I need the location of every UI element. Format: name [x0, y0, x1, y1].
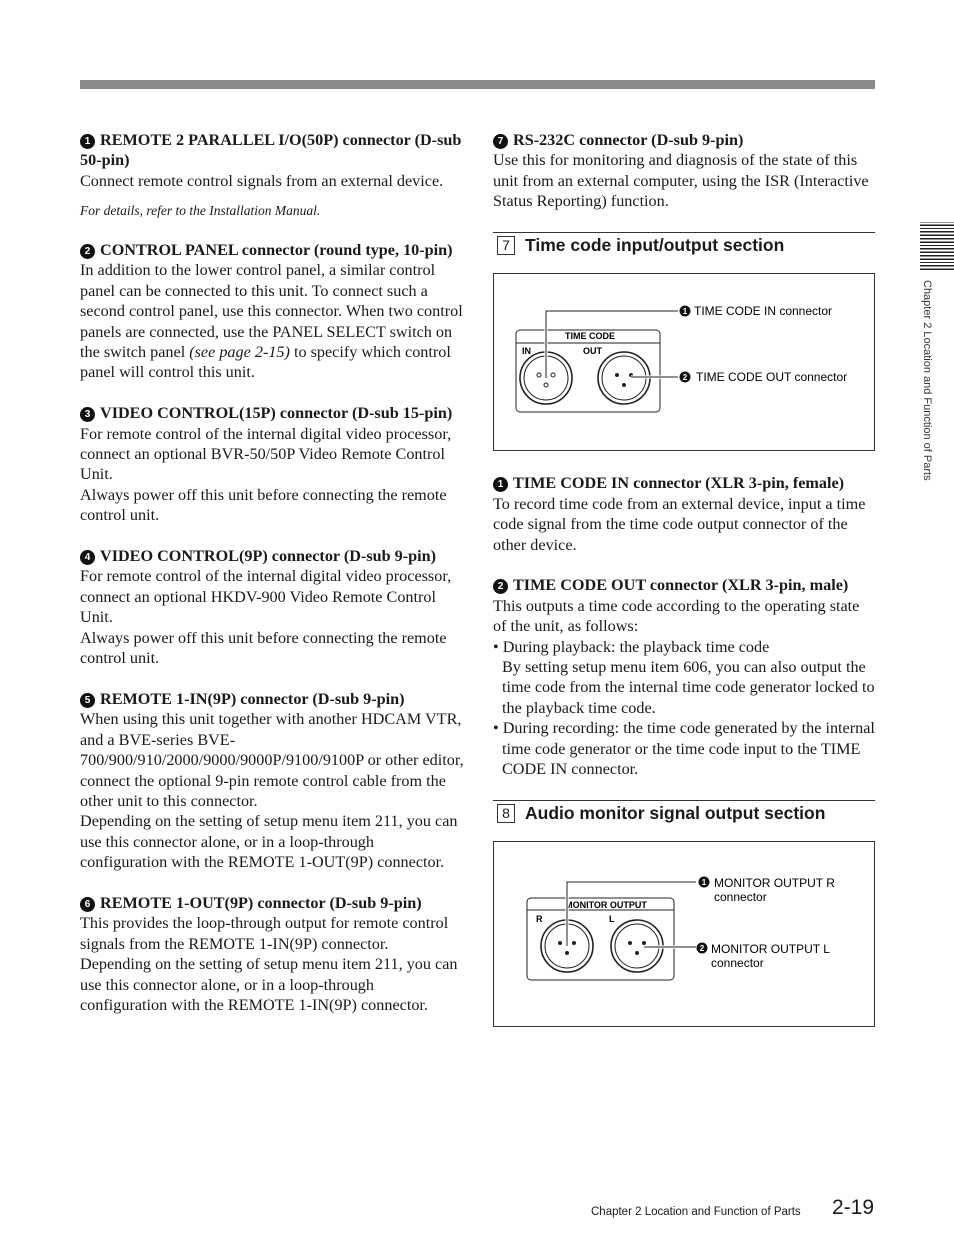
- item-body: Depending on the setting of setup menu item 211, you can use this connector alone, or in a loop-through configuration with the REMOTE 1-IN(9P) connector.: [80, 955, 458, 1014]
- item-title-text: TIME CODE OUT connector (XLR 3-pin, male): [513, 576, 849, 595]
- footer-chapter-label: Chapter 2 Location and Function of Parts: [591, 1206, 801, 1218]
- callout-number: 2: [682, 373, 688, 383]
- item-body: For remote control of the internal digital video processor, connect an optional HKDV-900 Video Remote Control Unit.: [80, 567, 452, 627]
- item-title: [80, 240, 464, 260]
- item-body: Use this for monitoring and diagnosis of the state of this unit from an external computer, using the ISR (Interactive Status Reporting) function.: [493, 151, 869, 211]
- item-body: Depending on the setting of setup menu item 211, you can use this connector alone, or in a loop-through configuration with the REMOTE 1-OUT(9P) connector.: [80, 812, 458, 872]
- number-badge: 2: [80, 244, 95, 259]
- bullet-text: • During playback: the playback time code: [493, 637, 770, 656]
- chapter-tab-lines: [920, 222, 954, 270]
- monitor-output-illustration: [494, 842, 876, 1026]
- number-badge: 1: [80, 134, 95, 149]
- number-badge: 7: [493, 134, 508, 149]
- item-rs232c: [493, 130, 875, 212]
- item-body: Connect remote control signals from an external device.: [80, 171, 444, 190]
- callout-label-in: TIME CODE IN connector: [694, 304, 833, 319]
- item-body: For remote control of the internal digital video processor, connect an optional BVR-50/50P Video Remote Control Unit.: [80, 424, 452, 484]
- item-body: Always power off this unit before connecting the remote control unit.: [80, 485, 447, 525]
- number-badge: 6: [80, 897, 95, 912]
- item-video-control-15p: [80, 403, 464, 525]
- time-code-illustration: [494, 274, 876, 450]
- panel-label: TIME CODE: [564, 331, 616, 342]
- item-title: [493, 130, 875, 150]
- number-badge: 4: [80, 550, 95, 565]
- chapter-tab-text: Chapter 2 Location and Function of Parts: [921, 280, 933, 481]
- item-title: [80, 403, 464, 423]
- item-remote2-parallel: [80, 130, 464, 222]
- body-text: In addition to the lower control panel, a similar control panel can be connected to this unit. To connect such a second control panel, use this connector. When two control panels are connected, use the PANEL SELECT switch on the switch panel: [80, 261, 463, 362]
- monitor-output-figure: [493, 841, 875, 1027]
- number-badge: 5: [80, 693, 95, 708]
- callout-label-l: MONITOR OUTPUT L: [711, 942, 830, 957]
- item-time-code-out: [493, 575, 875, 779]
- page-number: 2-19: [832, 1196, 875, 1219]
- item-control-panel: [80, 240, 464, 383]
- callout-label-r: MONITOR OUTPUT R: [714, 876, 835, 891]
- number-badge: 3: [80, 407, 95, 422]
- item-body: When using this unit together with another HDCAM VTR, and a BVE-series BVE-700/900/910/2000/9000/9000P/9100/9100P or other editor, connect the optional 9-pin remote control cable from the other unit to this connector.: [80, 710, 464, 810]
- item-title-text: REMOTE 1-OUT(9P) connector (D-sub 9-pin): [100, 893, 422, 912]
- number-badge: 1: [493, 477, 508, 492]
- body-text: to specify which control panel will control this unit.: [80, 343, 451, 382]
- item-title-text: TIME CODE IN connector (XLR 3-pin, female): [513, 474, 845, 493]
- item-remote1-in: [80, 689, 464, 873]
- item-body: [80, 260, 464, 382]
- panel-label: MONITOR OUTPUT: [565, 900, 647, 911]
- out-label: OUT: [583, 346, 602, 357]
- item-title: [80, 130, 464, 171]
- l-label: L: [609, 914, 615, 925]
- section-heading-time-code: [493, 232, 875, 255]
- item-title: [493, 473, 875, 493]
- item-body: This outputs a time code according to the operating state of the unit, as follows:: [493, 596, 860, 636]
- page-reference: (see page 2-15): [189, 343, 290, 362]
- item-title: [80, 689, 464, 709]
- item-title: [80, 546, 464, 566]
- item-title: [80, 893, 464, 913]
- item-body: Always power off this unit before connecting the remote control unit.: [80, 628, 447, 668]
- item-title: [493, 575, 875, 595]
- header-rule: [80, 80, 875, 89]
- item-body: To record time code from an external device, input a time code signal from the time code output connector of the other device.: [493, 494, 866, 554]
- item-title-text: CONTROL PANEL connector (round type, 10-pin): [100, 241, 453, 260]
- item-time-code-in: [493, 473, 875, 555]
- section-title: Time code input/output section: [525, 235, 785, 256]
- item-title-text: VIDEO CONTROL(9P) connector (D-sub 9-pin): [100, 547, 437, 566]
- section-number: 8: [497, 804, 515, 823]
- left-column: [80, 130, 464, 1036]
- callout-label-out: TIME CODE OUT connector: [696, 370, 848, 385]
- callout-number: 1: [701, 878, 707, 888]
- item-title-text: REMOTE 2 PARALLEL I/O(50P) connector (D-sub 50-pin): [80, 131, 462, 170]
- in-label: IN: [522, 346, 531, 357]
- time-code-figure: [493, 273, 875, 451]
- item-video-control-9p: [80, 546, 464, 668]
- item-title-text: RS-232C connector (D-sub 9-pin): [513, 131, 744, 149]
- r-label: R: [536, 914, 543, 925]
- item-note: For details, refer to the Installation Manual.: [80, 203, 321, 219]
- callout-number: 1: [682, 307, 688, 317]
- section-number: 7: [497, 236, 515, 255]
- callout-number: 2: [699, 944, 705, 954]
- callout-label-l-cont: connector: [711, 956, 764, 971]
- right-column: [493, 130, 875, 1049]
- item-title-text: REMOTE 1-IN(9P) connector (D-sub 9-pin): [100, 689, 405, 708]
- item-remote1-out: [80, 893, 464, 1015]
- number-badge: 2: [493, 579, 508, 594]
- chapter-tab: [919, 280, 935, 520]
- bullet-continuation: By setting setup menu item 606, you can also output the time code from the internal time code generator locked to the playback time code.: [502, 658, 875, 717]
- item-title-text: VIDEO CONTROL(15P) connector (D-sub 15-pin): [100, 404, 453, 423]
- bullet-item: [493, 637, 875, 719]
- callout-label-r-cont: connector: [714, 890, 767, 905]
- section-heading-audio-monitor: [493, 800, 875, 823]
- bullet-item: • During recording: the time code generated by the internal time code generator or the time code input to the TIME CODE IN connector.: [493, 719, 875, 779]
- item-body: This provides the loop-through output for remote control signals from the REMOTE 1-IN(9P) connector.: [80, 914, 449, 953]
- section-title: Audio monitor signal output section: [525, 802, 826, 823]
